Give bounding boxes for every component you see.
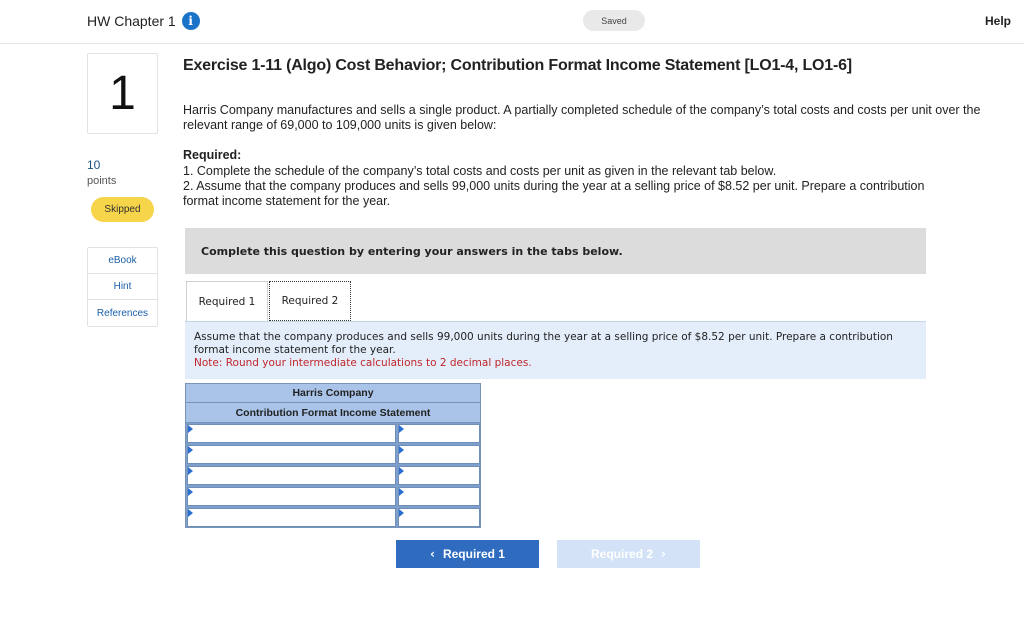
exercise-intro: Harris Company manufactures and sells a single product. A partially completed schedule of the company’s total costs and costs per unit over the relevant range of 69,000 to 109,000 units is given below:	[183, 103, 981, 132]
chevron-right-icon: ›	[661, 547, 666, 561]
saved-status-pill: Saved	[583, 10, 645, 31]
tab-required-2[interactable]: Required 2	[269, 281, 351, 321]
statement-company-header: Harris Company	[185, 383, 481, 403]
row-label-input[interactable]	[187, 508, 396, 527]
resource-links	[87, 247, 158, 327]
next-button-label: Required 2	[591, 547, 654, 561]
table-row	[185, 423, 481, 444]
points-value: 10	[87, 158, 101, 172]
next-required-button[interactable]	[557, 540, 700, 568]
ebook-link[interactable]: eBook	[88, 248, 157, 274]
chevron-left-icon: ‹	[430, 547, 435, 561]
row-label-input[interactable]	[187, 466, 396, 485]
row-label-input[interactable]	[187, 424, 396, 443]
info-icon[interactable]: i	[182, 12, 200, 30]
row-value-input[interactable]	[398, 445, 480, 464]
assignment-title	[87, 12, 200, 30]
hint-link[interactable]: Hint	[88, 274, 157, 300]
row-value-input[interactable]	[398, 424, 480, 443]
exercise-title: Exercise 1-11 (Algo) Cost Behavior; Contribution Format Income Statement [LO1-4, LO1-6]	[183, 57, 852, 74]
status-badge: Skipped	[91, 197, 154, 222]
help-link[interactable]: Help	[984, 14, 1011, 28]
question-number: 1	[109, 67, 136, 120]
prev-button-label: Required 1	[442, 547, 505, 561]
prompt-text: Assume that the company produces and sells 99,000 units during the year at a selling price of $8.52 per unit. Prepare a contribution format income statement for the year.	[194, 331, 893, 356]
instruction-text: Complete this question by entering your answers in the tabs below.	[201, 244, 623, 258]
income-statement-table	[185, 383, 481, 528]
prompt-box	[185, 321, 926, 379]
instruction-bar	[185, 228, 926, 274]
required-item-2: 2. Assume that the company produces and sells 99,000 units during the year at a selling price of $8.52 per unit. Prepare a contribution format income statement for the year.	[183, 179, 925, 208]
points-label: points	[87, 175, 117, 187]
table-row	[185, 465, 481, 486]
row-label-input[interactable]	[187, 487, 396, 506]
row-value-input[interactable]	[398, 466, 480, 485]
references-link[interactable]: References	[96, 307, 149, 319]
required-list	[183, 164, 943, 209]
row-value-input[interactable]	[398, 508, 480, 527]
table-row	[185, 444, 481, 465]
row-value-input[interactable]	[398, 487, 480, 506]
prompt-note: Note: Round your intermediate calculations to 2 decimal places.	[194, 357, 532, 369]
row-label-input[interactable]	[187, 445, 396, 464]
top-bar	[0, 0, 1024, 44]
assignment-title-text: HW Chapter 1	[87, 13, 176, 29]
table-row	[185, 507, 481, 528]
prev-required-button[interactable]	[396, 540, 539, 568]
table-row	[185, 486, 481, 507]
tab-required-1[interactable]: Required 1	[186, 281, 268, 321]
statement-title-header: Contribution Format Income Statement	[185, 403, 481, 423]
required-heading: Required:	[183, 148, 242, 162]
question-number-box	[87, 53, 158, 134]
required-item-1: 1. Complete the schedule of the company’s total costs and costs per unit as given in the relevant tab below.	[183, 164, 777, 178]
